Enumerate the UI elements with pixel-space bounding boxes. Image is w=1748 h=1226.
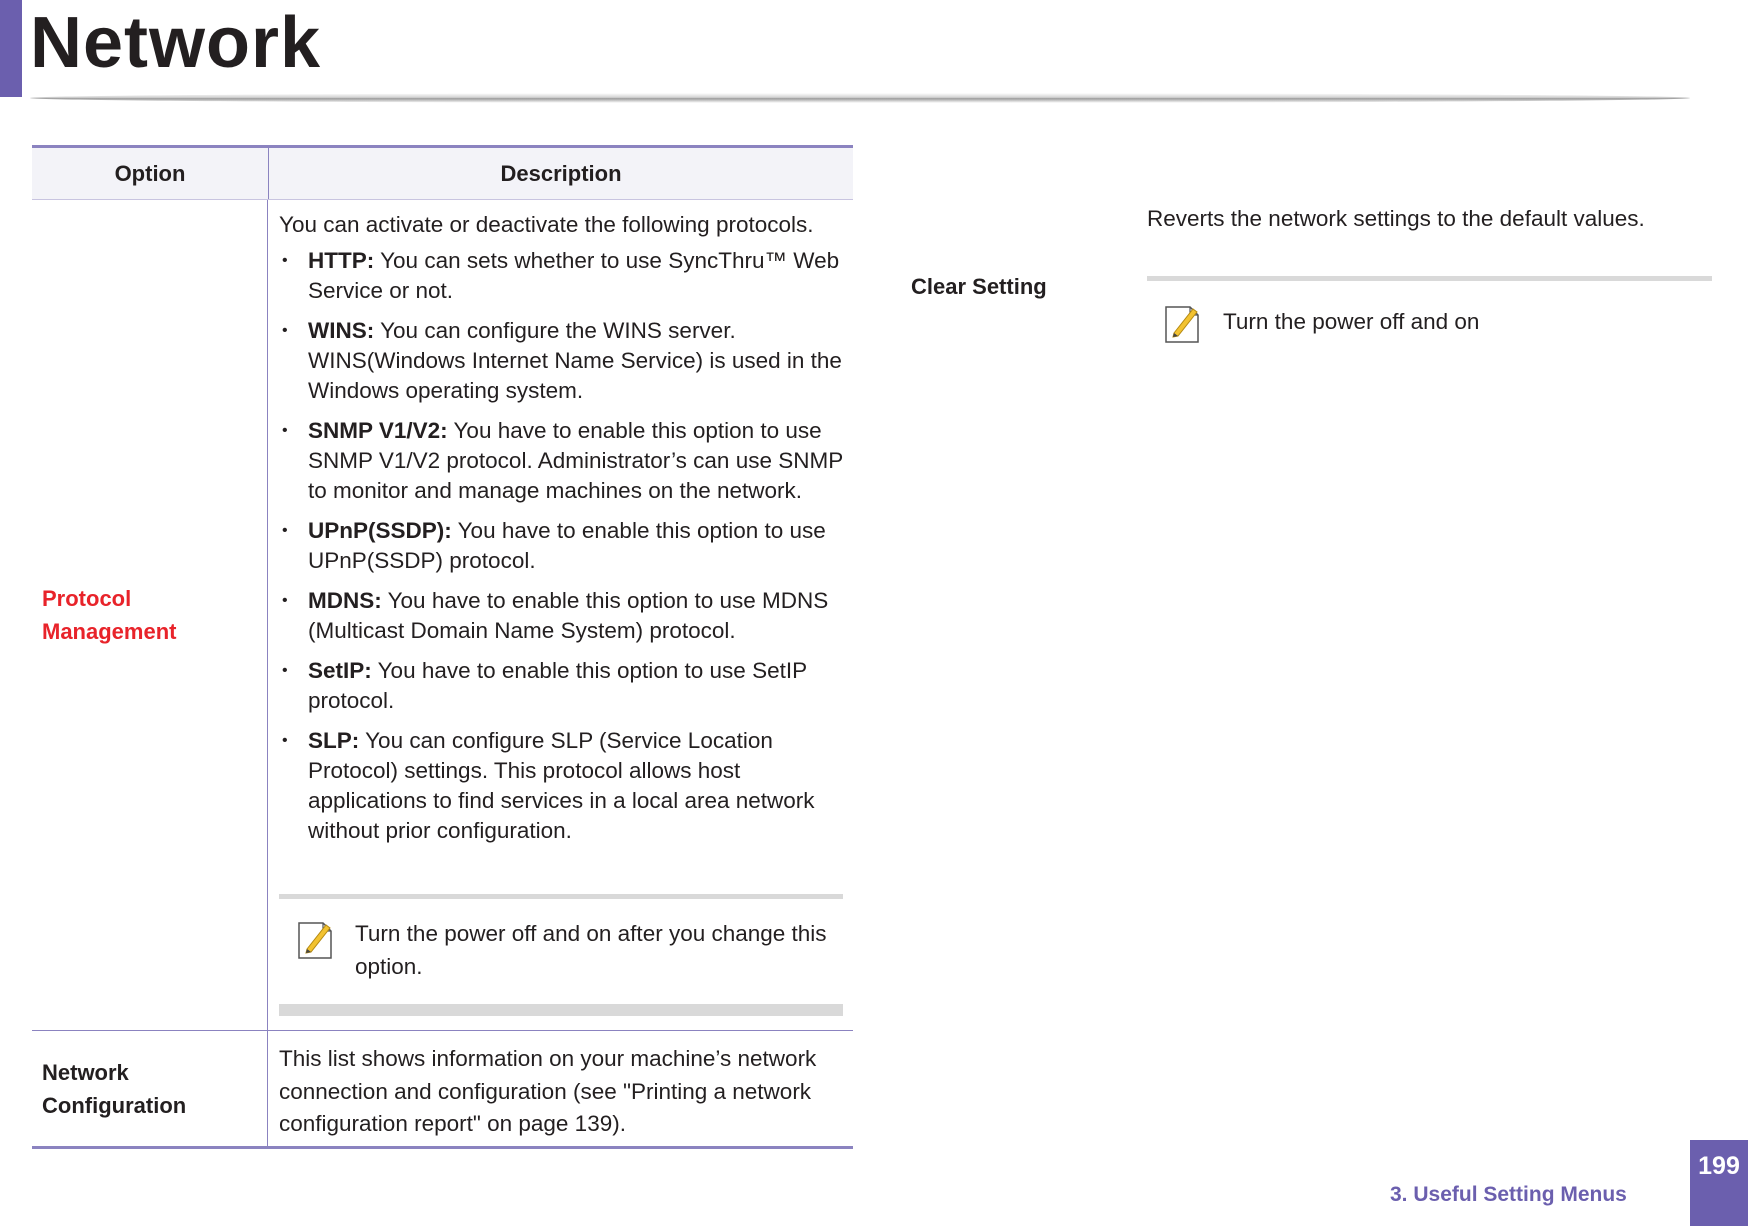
note-text: Turn the power off and on xyxy=(1223,309,1480,334)
description-cell xyxy=(268,200,853,1030)
table-header xyxy=(32,145,853,200)
protocol-term: SLP: xyxy=(308,728,360,753)
protocol-list xyxy=(279,246,843,846)
note-pencil-icon xyxy=(296,919,334,961)
note-pencil-icon xyxy=(1163,303,1201,345)
option-label: Network Configuration xyxy=(42,1059,187,1118)
list-item xyxy=(279,316,843,406)
list-item xyxy=(279,586,843,646)
table-row-protocol-management xyxy=(32,200,853,1031)
clear-setting-label: Clear Setting xyxy=(911,274,1047,299)
option-label: Protocol Management xyxy=(42,586,177,644)
protocol-term: WINS: xyxy=(308,318,375,343)
protocol-text: You have to enable this option to use MDNS (Multicast Domain Name System) protocol. xyxy=(308,588,829,643)
clear-setting-description: Reverts the network settings to the default values. xyxy=(1147,206,1645,231)
protocol-text: You can configure the WINS server. WINS(Windows Internet Name Service) is used in the Windows operating system. xyxy=(308,318,842,403)
protocol-term: HTTP: xyxy=(308,248,375,273)
page-number-badge: 199 xyxy=(1690,1140,1748,1226)
list-item xyxy=(279,416,843,506)
description-intro: You can activate or deactivate the following protocols. xyxy=(279,212,814,237)
protocol-term: UPnP(SSDP): xyxy=(308,518,452,543)
protocol-term: MDNS: xyxy=(308,588,382,613)
option-cell xyxy=(32,200,268,1030)
protocol-text: You can configure SLP (Service Location Protocol) settings. This protocol allows host applications to find services in a local area network without prior configuration. xyxy=(308,728,815,843)
protocol-term: SNMP V1/V2: xyxy=(308,418,448,443)
list-item xyxy=(279,726,843,846)
option-cell xyxy=(32,1031,268,1146)
note-text: Turn the power off and on after you change this option. xyxy=(355,921,827,979)
list-item xyxy=(279,656,843,716)
protocol-text: You have to enable this option to use SetIP protocol. xyxy=(308,658,807,713)
note-box xyxy=(279,894,843,1016)
options-table xyxy=(32,145,853,1149)
list-item xyxy=(279,246,843,306)
header-option: Option xyxy=(32,148,269,199)
title-divider xyxy=(30,93,1690,103)
protocol-text: You have to enable this option to use SNMP V1/V2 protocol. Administrator’s can use SNMP to monitor and manage machines on the network. xyxy=(308,418,843,503)
footer-section-label: 3. Useful Setting Menus xyxy=(1390,1183,1627,1206)
header-description: Description xyxy=(500,160,622,186)
list-item xyxy=(279,516,843,576)
protocol-term: SetIP: xyxy=(308,658,372,683)
clear-setting-note xyxy=(1147,276,1712,356)
page-title: Network xyxy=(30,3,322,83)
protocol-text: You have to enable this option to use UPnP(SSDP) protocol. xyxy=(308,518,826,573)
table-row-network-configuration xyxy=(32,1031,853,1149)
protocol-text: You can sets whether to use SyncThru™ Web Service or not. xyxy=(308,248,840,303)
description-cell: This list shows information on your machine’s network connection and configuration (see "Printing a network configuration report" on page 139). xyxy=(279,1046,817,1136)
header-accent-bar xyxy=(0,0,22,97)
